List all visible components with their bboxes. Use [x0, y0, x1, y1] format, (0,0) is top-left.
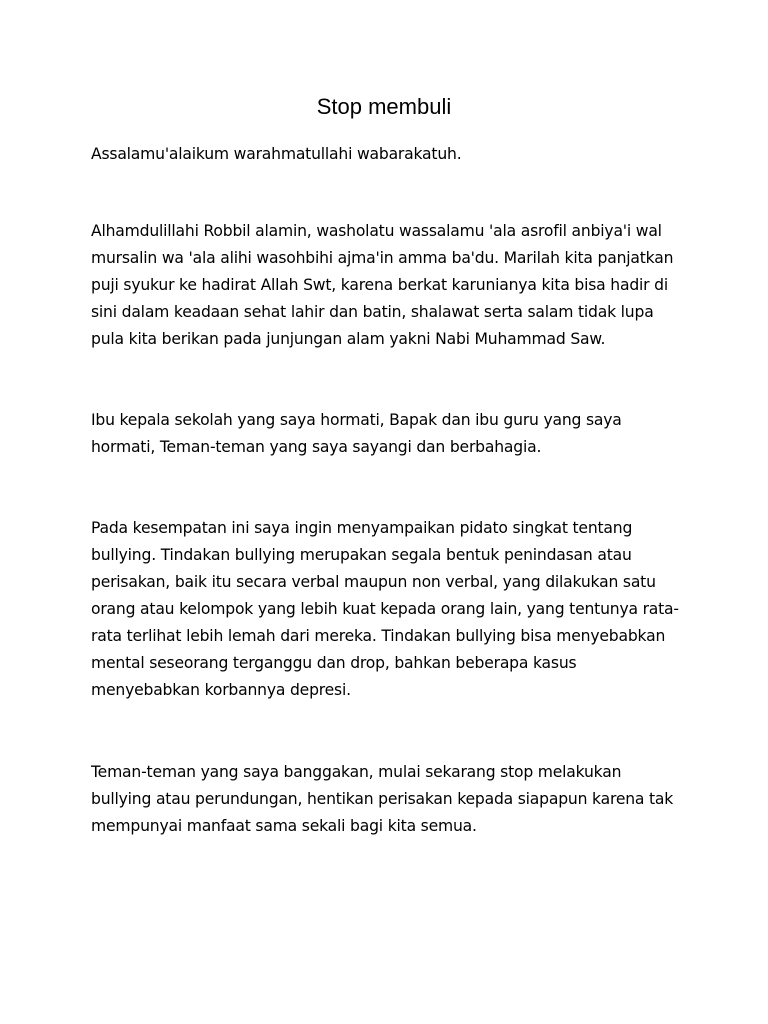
paragraph-line: rata terlihat lebih lemah dari mereka. Tindakan bullying bisa menyebabkan: [91, 627, 666, 645]
paragraph-line: bullying. Tindakan bullying merupakan segala bentuk penindasan atau: [91, 546, 632, 564]
paragraph-line: puji syukur ke hadirat Allah Swt, karena berkat karunianya kita bisa hadir di: [91, 276, 668, 294]
paragraph-line: Assalamu'alaikum warahmatullahi wabarakatuh.: [91, 145, 462, 163]
paragraph-line: menyebabkan korbannya depresi.: [91, 681, 351, 699]
paragraph-line: Ibu kepala sekolah yang saya hormati, Bapak dan ibu guru yang saya: [91, 411, 622, 429]
paragraph-closing: [91, 759, 681, 840]
document-title: Stop membuli: [316, 94, 452, 119]
paragraph-topic: [91, 515, 681, 704]
paragraph-line: mental seseorang terganggu dan drop, bahkan beberapa kasus: [91, 654, 577, 672]
paragraph-opening: [91, 218, 681, 353]
paragraph-line: pula kita berikan pada junjungan alam yakni Nabi Muhammad Saw.: [91, 330, 606, 348]
paragraph-line: bullying atau perundungan, hentikan perisakan kepada siapapun karena tak: [91, 790, 674, 808]
paragraph-line: sini dalam keadaan sehat lahir dan batin, shalawat serta salam tidak lupa: [91, 303, 654, 321]
paragraph-line: perisakan, baik itu secara verbal maupun non verbal, yang dilakukan satu: [91, 573, 656, 591]
paragraph-line: mempunyai manfaat sama sekali bagi kita semua.: [91, 817, 477, 835]
paragraph-line: hormati, Teman-teman yang saya sayangi dan berbahagia.: [91, 438, 542, 456]
paragraph-line: Alhamdulillahi Robbil alamin, washolatu wassalamu 'ala asrofil anbiya'i wal: [91, 222, 662, 240]
paragraph-line: Teman-teman yang saya banggakan, mulai sekarang stop melakukan: [91, 763, 622, 781]
paragraph-greeting: [91, 141, 681, 168]
paragraph-line: Pada kesempatan ini saya ingin menyampaikan pidato singkat tentang: [91, 519, 633, 537]
paragraph-line: mursalin wa 'ala alihi wasohbihi ajma'in amma ba'du. Marilah kita panjatkan: [91, 249, 674, 267]
paragraph-respects: [91, 407, 681, 461]
paragraph-line: orang atau kelompok yang lebih kuat kepada orang lain, yang tentunya rata-: [91, 600, 679, 618]
